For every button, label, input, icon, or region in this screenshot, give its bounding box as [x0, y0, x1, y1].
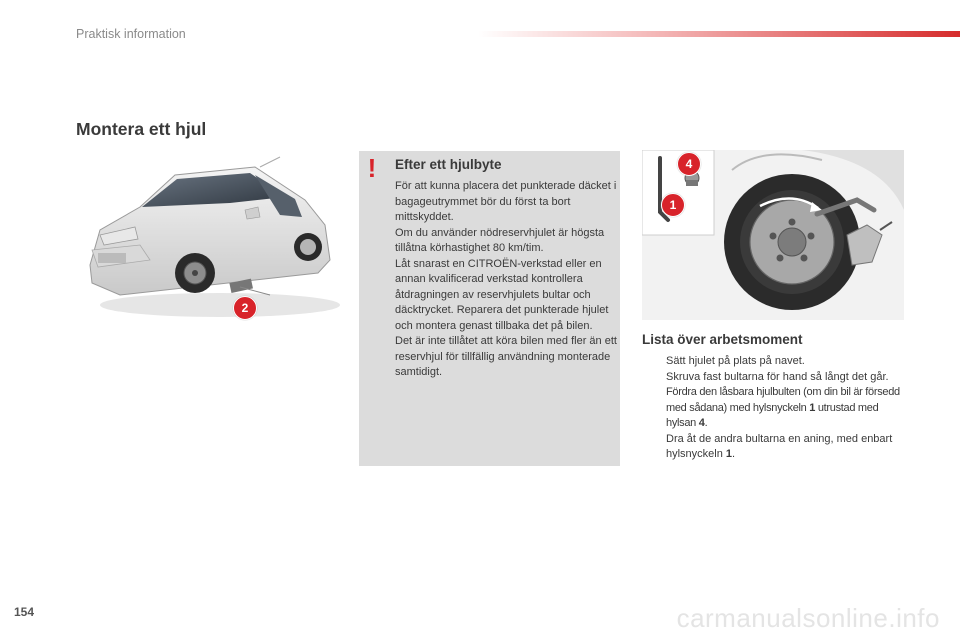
step-text: Sätt hjulet på plats på navet.	[666, 355, 805, 367]
warning-paragraph: För att kunna placera det punkterade däcket i bagageutrymmet bör du först ta bort mittskyddet.	[395, 180, 617, 223]
warning-paragraph: Låt snarast en CITROËN-verkstad eller en annan kvalificerad verkstad kontrollera åtdragningen av reservhjulets bultar och däcktrycket. Reparera det punkterade hjulet och montera genast tillbaka det på bilen.	[395, 257, 609, 332]
list-item	[642, 385, 902, 432]
warning-title: Efter ett hjulbyte	[395, 157, 502, 172]
list-item	[642, 432, 902, 463]
step-text: .	[732, 448, 736, 460]
step-text: utrustad med hylsan	[666, 401, 879, 429]
wheel-illustration	[642, 150, 904, 320]
header-accent-bar	[478, 31, 960, 37]
step-text: Skruva fast bultarna för hand så långt det går.	[666, 370, 889, 383]
list-item	[642, 354, 902, 370]
warning-exclamation-icon: !	[367, 153, 377, 183]
step-ref: 1	[725, 448, 733, 460]
callout-1: 1	[661, 193, 685, 217]
callout-4: 4	[677, 152, 701, 176]
callout-2: 2	[233, 296, 257, 320]
list-item	[642, 370, 902, 386]
car-illustration	[80, 155, 345, 325]
step-text: Fördra den låsbara hjulbulten (om din bil är försedd med sådana) med hylsnyckeln	[666, 386, 900, 414]
page-title: Montera ett hjul	[76, 119, 207, 139]
car-drawing	[80, 155, 345, 325]
step-text: .	[704, 417, 708, 429]
wheel-drawing	[642, 150, 904, 320]
steps-title: Lista över arbetsmoment	[642, 332, 803, 347]
page-number: 154	[14, 605, 35, 619]
warning-paragraph: Det är inte tillåtet att köra bilen med fler än ett reservhjul för tillfällig användning monterade samtidigt.	[395, 335, 617, 378]
step-ref: 4	[698, 417, 705, 429]
warning-paragraph: Om du använder nödreservhjulet är högsta tillåtna körhastighet 80 km/tim.	[395, 226, 605, 254]
step-ref: 1	[809, 401, 816, 414]
steps-list	[642, 354, 902, 463]
step-text: Dra åt de andra bultarna en aning, med enbart hylsnyckeln	[666, 432, 893, 460]
warning-body	[395, 179, 617, 381]
watermark: carmanualsonline.info	[676, 603, 940, 633]
section-header: Praktisk information	[76, 27, 186, 41]
